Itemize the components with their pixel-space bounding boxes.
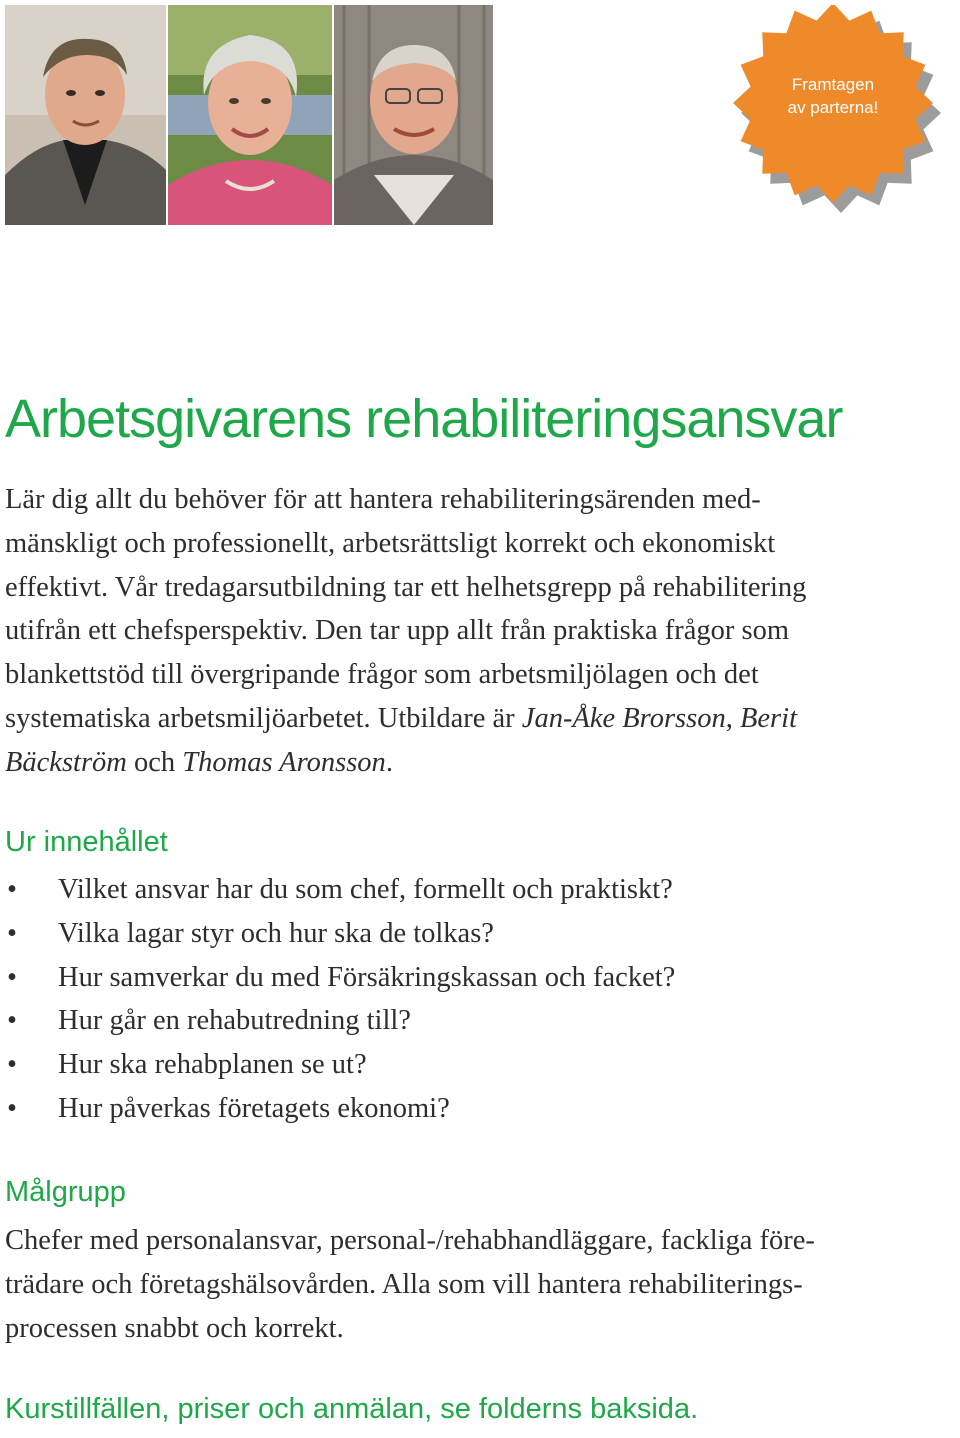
bullet: •: [7, 1049, 17, 1081]
footer-note: Kurstillfällen, priser och anmälan, se folderns baksida.: [5, 1393, 699, 1425]
intro-line: effektivt. Vår tredagarsutbildning tar ett helhetsgrepp på rehabilitering: [5, 571, 807, 603]
trainer-photos: [5, 5, 493, 225]
list-item-text: Hur påverkas företagets ekonomi?: [58, 1092, 450, 1124]
trainer-name: Thomas Aronsson: [182, 746, 386, 778]
photo-trainer-1: [5, 5, 166, 225]
list-item: [5, 956, 905, 1000]
bullet: •: [7, 874, 17, 905]
list-item: [5, 999, 905, 1043]
intro-line: [5, 741, 935, 785]
page-title: Arbetsgivarens rehabiliteringsansvar: [5, 389, 843, 449]
badge-text: [728, 73, 938, 119]
list-item-text: Vilket ansvar har du som chef, formellt och praktiskt?: [58, 874, 673, 905]
target-group-heading: Målgrupp: [5, 1176, 126, 1208]
intro-line: Lär dig allt du behöver för att hantera rehabiliteringsärenden med-: [5, 484, 761, 515]
list-item: [5, 1087, 905, 1131]
list-item-text: Hur samverkar du med Försäkringskassan och facket?: [58, 961, 676, 993]
target-group-text: [5, 1219, 945, 1350]
intro-line: blankettstöd till övergripande frågor som arbetsmiljölagen och det: [5, 659, 759, 691]
list-item-text: Vilka lagar styr och hur ska de tolkas?: [58, 917, 494, 949]
list-item-text: Hur ska rehabplanen se ut?: [58, 1049, 367, 1081]
bullet: •: [7, 1092, 17, 1124]
list-item: [5, 1043, 905, 1087]
photo-trainer-2: [168, 5, 332, 225]
sentence-end: .: [385, 746, 393, 778]
list-item: [5, 912, 905, 956]
bullet: •: [7, 1005, 17, 1037]
intro-line: utifrån ett chefsperspektiv. Den tar upp allt från praktiska frågor som: [5, 615, 790, 647]
photo-trainer-3: [334, 5, 493, 225]
intro-line: mänskligt och professionellt, arbetsrättsligt korrekt och ekonomiskt: [5, 527, 776, 559]
target-line: Chefer med personalansvar, personal-/rehabhandläggare, fackliga före-: [5, 1225, 815, 1256]
list-item: [5, 868, 905, 912]
list-item-text: Hur går en rehabutredning till?: [58, 1005, 411, 1037]
intro-paragraph: [5, 478, 935, 785]
separator: ,: [725, 702, 740, 734]
intro-line-6-prefix: systematiska arbetsmiljöarbetet. Utbildare är: [5, 702, 522, 734]
intro-line: [5, 697, 935, 741]
trainer-name: Bäckström: [5, 746, 127, 778]
target-line: processen snabbt och korrekt.: [5, 1312, 344, 1344]
bullet: •: [7, 961, 17, 993]
badge-line-1: Framtagen: [791, 75, 875, 94]
bullet: •: [7, 917, 17, 949]
trainer-name: Berit: [740, 702, 797, 734]
contents-heading: Ur innehållet: [5, 826, 168, 858]
target-line: trädare och företagshälsovården. Alla som vill hantera rehabiliterings-: [5, 1268, 803, 1300]
trainer-name: Jan-Åke Brorsson: [521, 702, 726, 734]
contents-list: [5, 868, 905, 1131]
badge-line-2: av parterna!: [787, 98, 879, 117]
framtagen-badge: [728, 5, 928, 205]
separator: och: [126, 746, 183, 778]
